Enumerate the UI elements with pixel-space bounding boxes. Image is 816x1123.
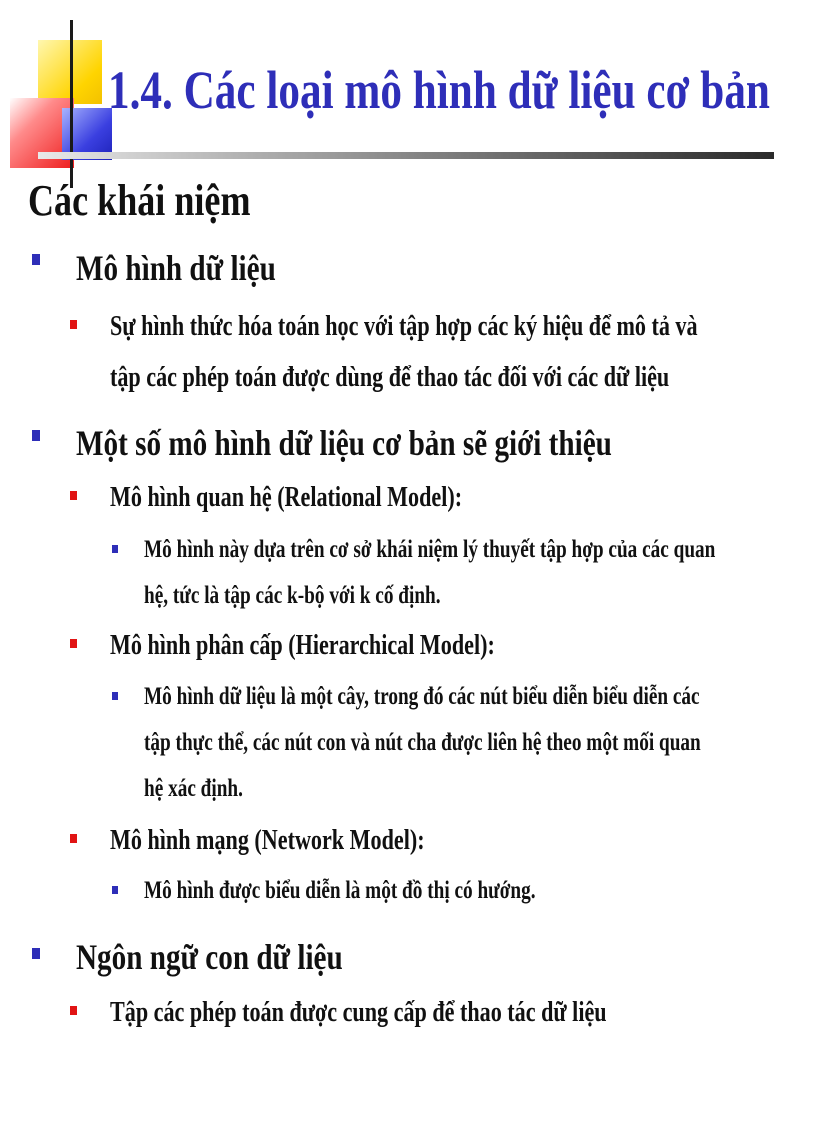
bullet-icon [32,948,40,959]
hierarchical-model-heading: Mô hình phân cấp (Hierarchical Model): [110,630,495,661]
bullet-icon [112,692,118,700]
hierarchical-desc-line-2: tập thực thể, các nút con và nút cha được liên hệ theo một mối quan [144,729,701,756]
bullet-models-intro: Một số mô hình dữ liệu cơ bản sẽ giới thiệu [76,423,612,463]
bullet-icon [112,886,118,894]
decor-vertical-line [70,20,73,188]
bullet-data-sublanguage: Ngôn ngữ con dữ liệu [76,937,343,977]
bullet-data-model: Mô hình dữ liệu [76,248,276,288]
data-model-definition-line-1: Sự hình thức hóa toán học với tập hợp các ký hiệu để mô tả và [110,311,698,342]
bullet-icon [32,430,40,441]
bullet-icon [112,545,118,553]
relational-desc-line-1: Mô hình này dựa trên cơ sở khái niệm lý thuyết tập hợp của các quan [144,536,716,563]
network-model-heading: Mô hình mạng (Network Model): [110,825,425,856]
relational-model-heading: Mô hình quan hệ (Relational Model): [110,482,463,513]
network-desc: Mô hình được biểu diễn là một đồ thị có hướng. [144,877,536,904]
relational-desc-line-2: hệ, tức là tập các k-bộ với k cố định. [144,582,441,609]
bullet-icon [70,639,77,648]
bullet-icon [70,491,77,500]
bullet-icon [70,834,77,843]
section-heading: Các khái niệm [28,176,251,225]
data-model-definition-line-2: tập các phép toán được dùng để thao tác đối với các dữ liệu [110,362,670,393]
bullet-icon [70,320,77,329]
hierarchical-desc-line-3: hệ xác định. [144,775,243,802]
sublanguage-desc: Tập các phép toán được cung cấp để thao tác dữ liệu [110,997,607,1028]
bullet-icon [70,1006,77,1015]
hierarchical-desc-line-1: Mô hình dữ liệu là một cây, trong đó các nút biểu diễn biểu diễn các [144,683,700,710]
bullet-icon [32,254,40,265]
slide-title: 1.4. Các loại mô hình dữ liệu cơ bản [108,60,770,120]
title-underline [38,152,774,159]
